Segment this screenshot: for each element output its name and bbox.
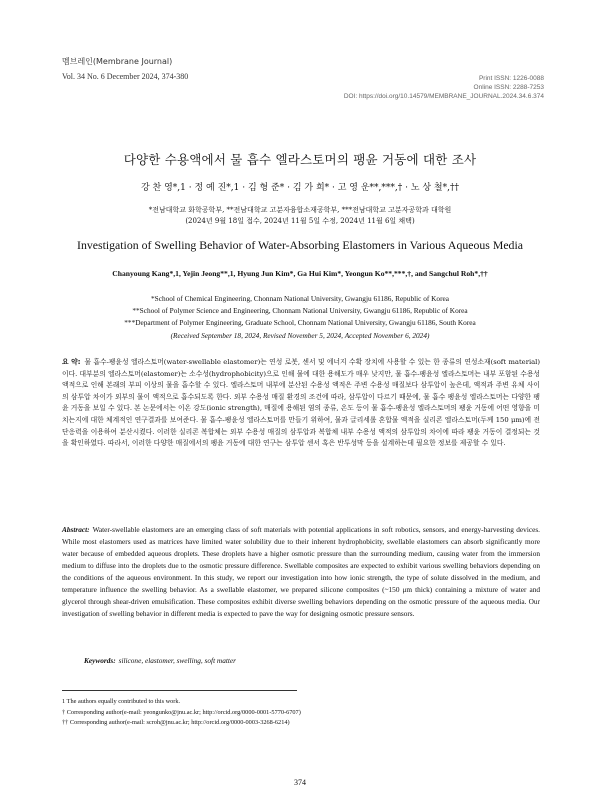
abstract-ko-text: 물 흡수-팽윤성 엘라스토머(water-swellable elastomer)는 연성 로봇, 센서 및 에너지 수확 장치에 사용할 수 있는 한 종류의 연성소재(soft material)이다. 대부분의 엘라스토머(elastomer)는 소수성(hydrophobicity)으로 인해 물에 대한 용해도가 매우 낮지만, 물 흡수-팽윤성 엘라스토머는 내부 포함된 수용성 액적으로 인해 본래의 부피 이상의 물을 흡수할 수 있다. 엘라스토머 내부에 분산된 수용성 액적은 주변 수용성 매질보다 삼투압이 높은데, 액적과 주변 유체 사이의 삼투압 차이가 외부의 물이 액적으로 흡수되도록 한다. 외부 수용성 매질 환경의 조건에 따라, 삼투압이 다르기 때문에, 물 흡수 팽윤성 엘라스토머는 다양한 팽윤 거동을 보일 수 있다. 본 논문에서는 이온 강도(ionic strength), 매질에 용해된 염의 종류, 온도 등이 물 흡수-팽윤성 엘라스토머의 팽윤 거동에 어떤 영향을 미치는지에 대한 체계적인 연구결과를 보여준다. 물 흡수-팽윤성 엘라스토머를 만들기 위하여, 물과 글리세롤 혼합물 액적을 실리콘 엘라스토머(두께 150 μm)에 전단응력을 이용하여 분산시켰다. 이러한 실리콘 복합체는 외부 수용성 매질의 삼투압과 복합체 내부 수용성 액적의 삼투압의 차이에 따라 팽윤 거동이 결정되는 것을 확인하였다. 따라서, 이러한 다양한 매질에서의 팽윤 거동에 대한 연구는 삼투압 센서 혹은 반투성막 등을 설계하는데 필요한 정보를 제공할 수 있다. xyxy=(62,358,541,448)
abstract-en-lead: Abstract: xyxy=(62,525,90,534)
journal-volume: Vol. 34 No. 6 December 2024, 374-380 xyxy=(62,72,189,81)
title-english: Investigation of Swelling Behavior of Water-Absorbing Elastomers in Various Aqueous Media xyxy=(77,238,523,252)
affiliation-en-line-1: *School of Chemical Engineering, Chonnam National University, Gwangju 61186, Republic of Korea xyxy=(151,294,449,303)
abstract-en-text: Water-swellable elastomers are an emerging class of soft materials with potential applications in soft robotics, sensors, and energy-harvesting devices. While most elastomers used as matrices have limited water solubility due to their inherent hydrophobicity, swellable elastomers can absorb significantly more water because of embedded aqueous droplets. These droplets have a higher osmotic pressure than the surrounding medium, causing water from the immersion medium to diffuse into the droplets due to the osmotic pressure difference. Swellable composites are expected to exhibit various swelling behaviors depending on the conditions of the aqueous environment. In this study, we report our investigation into how ionic strength, the type of solute dissolved in the medium, and temperature influence the swelling behavior. As a swellable elastomer, we prepared silicone composites (~150 μm thick) containing a mixture of water and glycerol through shear-driven emulsification. These composites exhibit diverse swelling behaviors depending on the osmotic pressure of the aqueous media. Our investigation of swelling behavior in different media is expected to pave the way for designing osmotic pressure sensors. xyxy=(62,525,540,618)
footnotes xyxy=(62,697,301,729)
affiliation-en-line-2: **School of Polymer Science and Engineering, Chonnam National University, Gwangju 61186, Republic of Korea xyxy=(132,306,468,316)
affiliations-korean xyxy=(0,205,600,227)
online-issn: Online ISSN: 2288-7253 xyxy=(473,84,544,91)
affiliations-english xyxy=(0,293,600,342)
received-en-line: (Received September 18, 2024, Revised November 5, 2024, Accepted November 6, 2024) xyxy=(170,330,430,340)
affiliation-en-line-3: ***Department of Polymer Engineering, Graduate School, Chonnam National University, Gwangju 61186, South Korea xyxy=(124,318,476,328)
footnote-corresponding-2: †† Corresponding author(e-mail: scroh@jnu.ac.kr; http://orcid.org/0000-0003-3268-6214) xyxy=(62,719,290,726)
keywords-lead: Keywords: xyxy=(84,656,116,665)
print-issn: Print ISSN: 1226-0088 xyxy=(478,75,544,82)
footnote-equal-contribution: 1 The authors equally contributed to this work. xyxy=(62,698,181,705)
abstract-english xyxy=(62,524,540,620)
footnote-corresponding-1: † Corresponding author(e-mail: yeongunko@jnu.ac.kr; http://orcid.org/0000-0001-5770-6707) xyxy=(62,708,301,716)
journal-name: 멤브레인(Membrane Journal) xyxy=(62,57,173,66)
page-number: 374 xyxy=(294,778,306,787)
keywords-text: silicone, elastomer, swelling, soft matter xyxy=(118,656,236,665)
footnote-divider xyxy=(62,690,297,691)
authors-korean: 강 찬 영*,1 · 정 예 진*,1 · 김 형 준* · 김 가 희* · 고 영 운**,***,† · 노 상 철*,†† xyxy=(141,183,459,193)
abstract-ko-lead: 요 약: xyxy=(62,358,81,366)
affiliation-ko-line: *전남대학교 화학공학부, **전남대학교 고분자융합소재공학부, ***전남대학교 고분자공학과 대학원 xyxy=(148,206,452,214)
keywords xyxy=(84,656,236,665)
doi-link[interactable]: DOI: https://doi.org/10.14579/MEMBRANE_JOURNAL.2024.34.6.374 xyxy=(343,93,544,100)
title-korean: 다양한 수용액에서 물 흡수 엘라스토머의 팽윤 거동에 대한 조사 xyxy=(123,152,477,167)
received-ko-line: (2024년 9월 18일 접수, 2024년 11월 5일 수정, 2024년 11월 6일 채택) xyxy=(185,217,415,225)
issn-block xyxy=(344,74,544,101)
abstract-korean xyxy=(62,357,540,450)
authors-english: Chanyoung Kang*,1, Yejin Jeong**,1, Hyung Jun Kim*, Ga Hui Kim*, Yeongun Ko**,***,†, and Sangchul Roh*,†† xyxy=(112,269,488,278)
